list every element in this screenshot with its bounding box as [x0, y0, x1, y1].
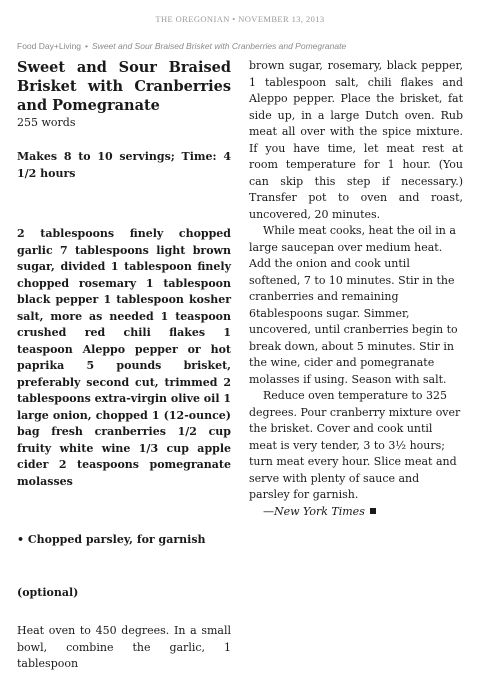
newspaper-masthead: THE OREGONIAN • NOVEMBER 13, 2013	[155, 14, 325, 24]
credit-source: New York Times	[274, 504, 365, 518]
article-column-right	[249, 58, 463, 520]
method-paragraph-continued: brown sugar, rosemary, black pepper, 1 tablespoon salt, chili flakes and Aleppo pepper. Place the brisket, fat side up, in a large Dutch oven. Rub meat all over with the spice mixture. If you have time, let meat rest at room temperature for 1 hour. (You can skip this step if necessary.) Transfer pot to oven and roast, uncovered, 20 minutes.	[249, 59, 463, 221]
breadcrumb-section-link[interactable]: Food Day+Living	[17, 41, 82, 51]
garnish-item: • Chopped parsley, for garnish	[17, 533, 206, 546]
method-paragraph-3: Reduce oven temperature to 325 degrees. Pour cranberry mixture over the brisket. Cover and cook until meat is very tender, 3 to 3½ hours; turn meat every hour. Slice meat and serve with plenty of sauce and parsley for garnish.	[249, 389, 461, 501]
servings-time: Makes 8 to 10 servings; Time: 4 1/2 hours	[17, 150, 231, 180]
method-paragraph-2: While meat cooks, heat the oil in a large saucepan over medium heat. Add the onion and cook until softened, 7 to 10 minutes. Stir in the cranberries and remaining 6tablespoons sugar. Simmer, uncovered, until cranberries begin to break down, about 5 minutes. Stir in the wine, cider and pomegranate molasses if using. Season with salt.	[249, 224, 458, 386]
ingredients-list: 2 tablespoons finely chopped garlic 7 tablespoons light brown sugar, divided 1 tablespoon finely chopped rosemary 1 tablespoon black pepper 1 tablespoon kosher salt, more as needed 1 teaspoon crushed red chili flakes 1 teaspoon Aleppo pepper or hot paprika 5 pounds brisket, preferably second cut, trimmed 2 tablespoons extra-virgin olive oil 1 large onion, chopped 1 (12-ounce) bag fresh cranberries 1/2 cup fruity white wine 1/3 cup apple cider 2 teaspoons pomegranate molasses	[17, 227, 231, 488]
breadcrumb-article-title: Sweet and Sour Braised Brisket with Cranberries and Pomegranate	[92, 41, 347, 51]
method-paragraph-start: Heat oven to 450 degrees. In a small bowl, combine the garlic, 1 tablespoon	[17, 624, 231, 670]
article-column-left	[17, 58, 231, 673]
end-of-article-mark	[370, 508, 376, 514]
credit-dash: —	[263, 504, 274, 518]
breadcrumb	[17, 41, 467, 51]
word-count: 255 words	[17, 116, 76, 129]
article-title: Sweet and Sour Braised Brisket with Cranberries and Pomegranate	[17, 59, 231, 114]
breadcrumb-separator: •	[85, 41, 89, 51]
article-credit	[249, 504, 463, 521]
optional-note: (optional)	[17, 585, 79, 599]
